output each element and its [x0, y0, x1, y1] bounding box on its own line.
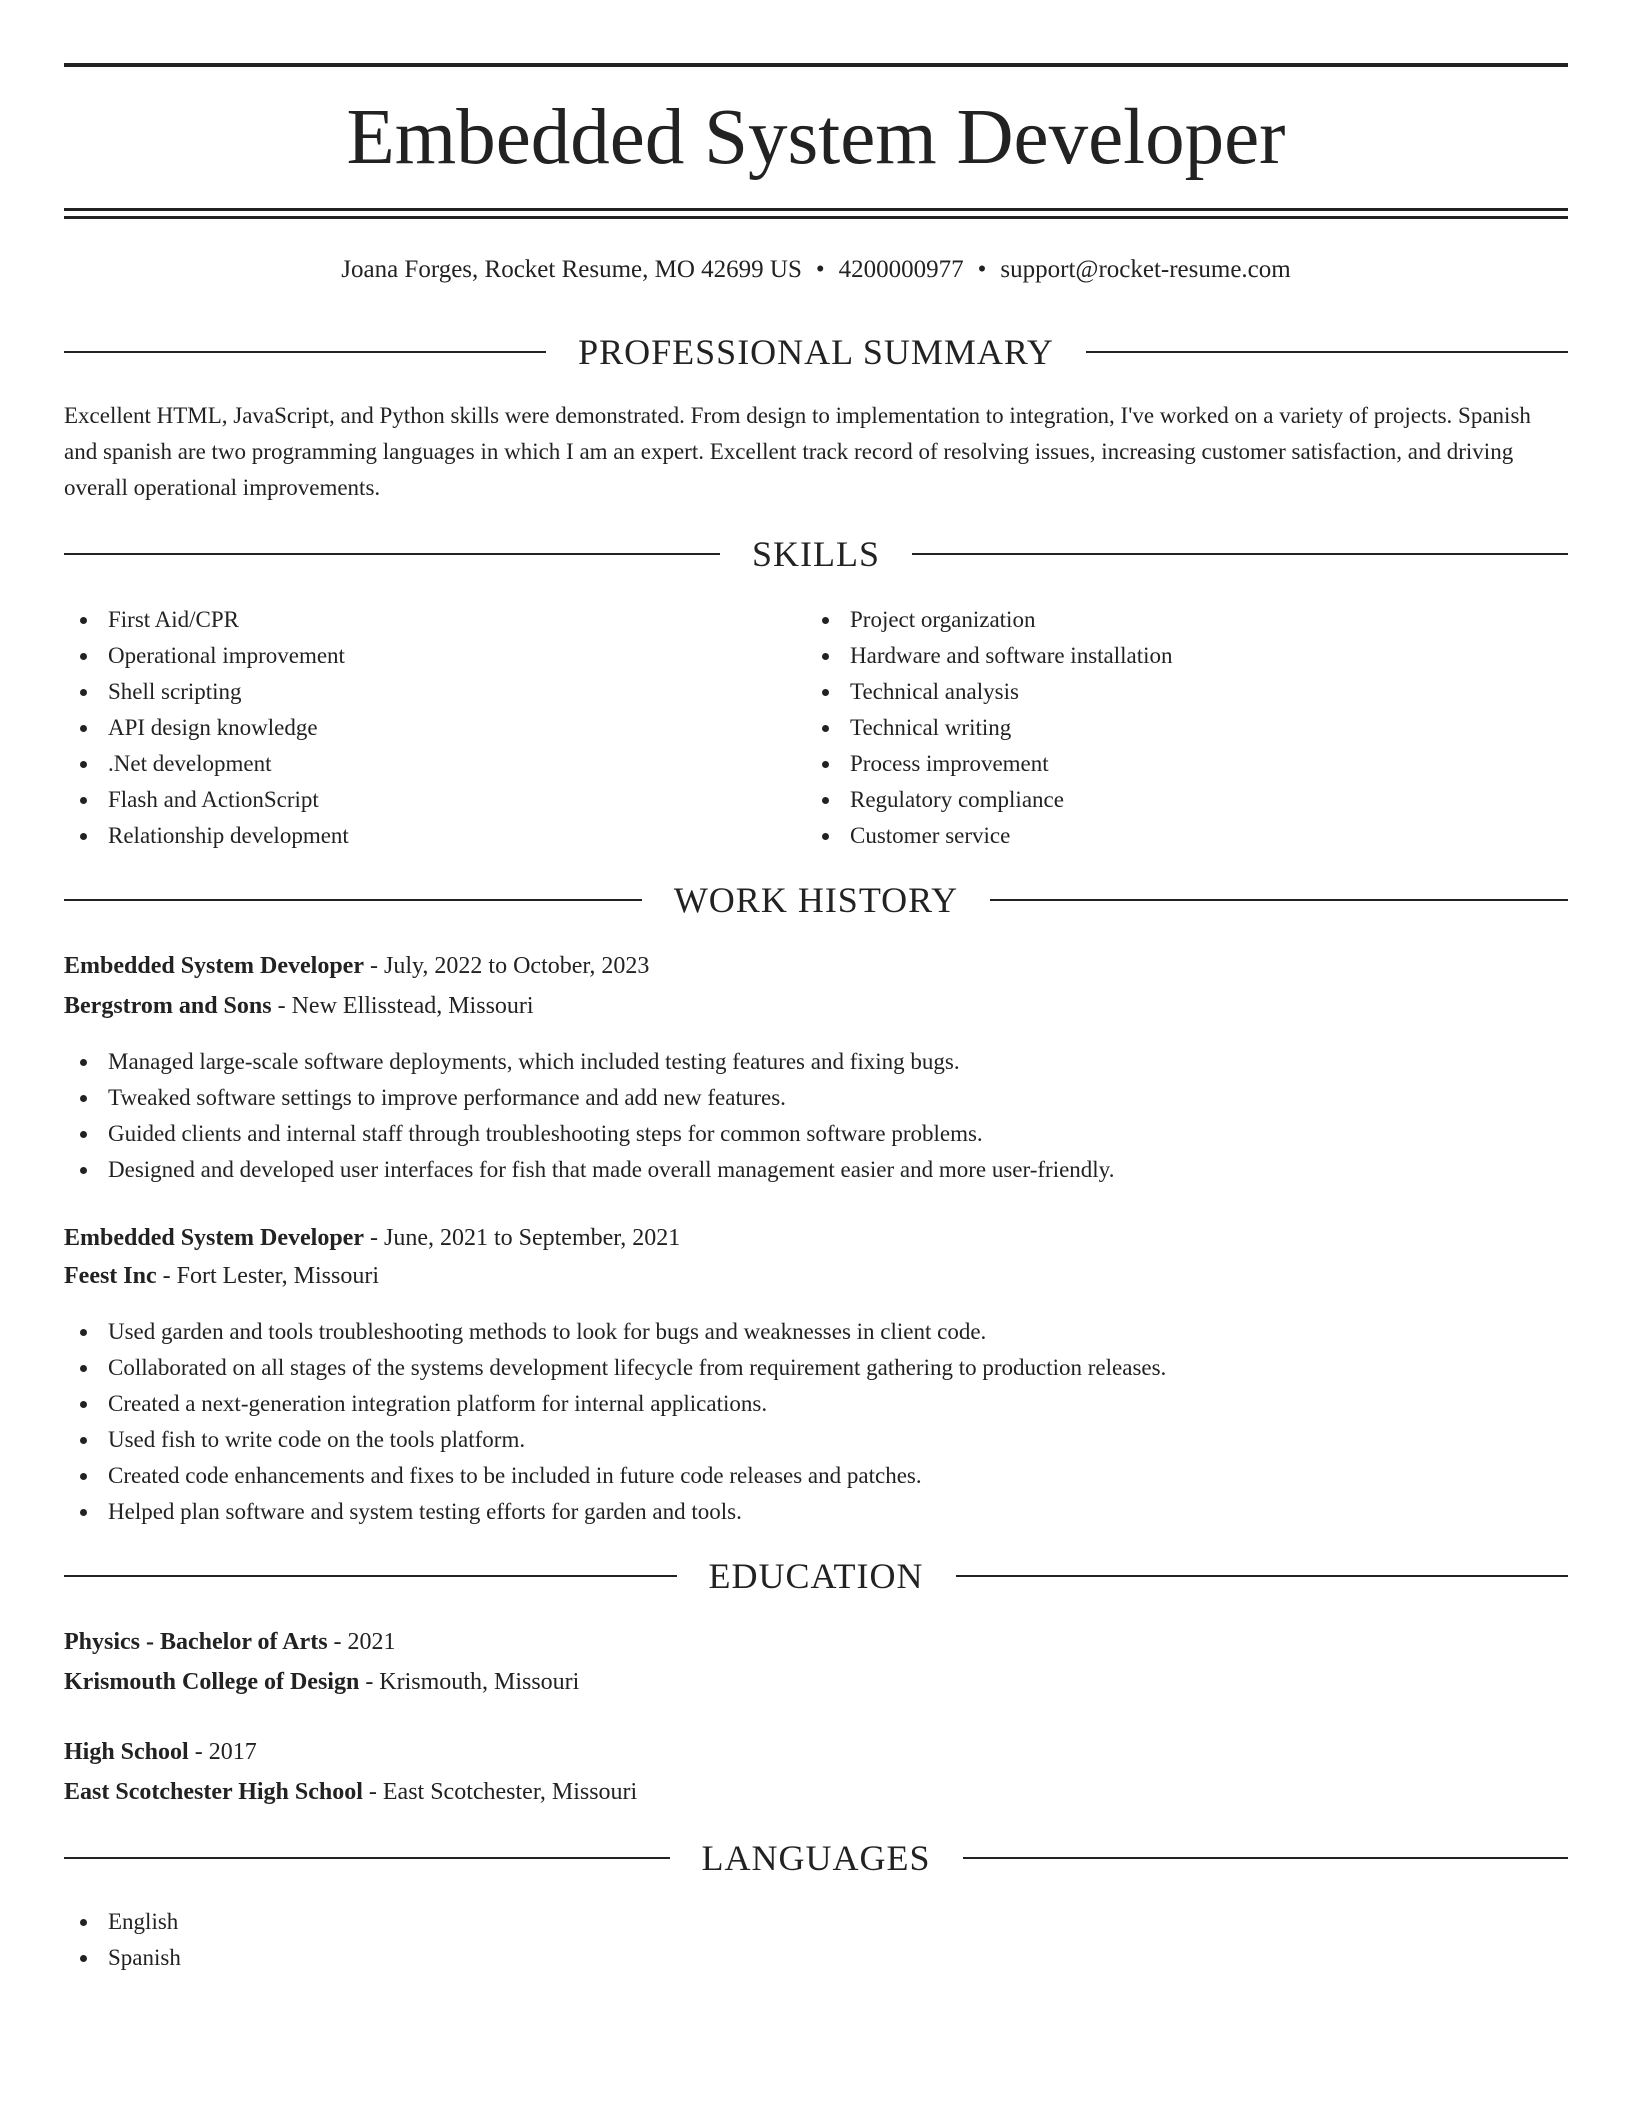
- job-bullets: [64, 1044, 1568, 1188]
- section-title: PROFESSIONAL SUMMARY: [578, 332, 1054, 372]
- heading-rule: [64, 553, 720, 555]
- job-bullet: Used garden and tools troubleshooting methods to look for bugs and weaknesses in client code.: [64, 1314, 1568, 1350]
- job-bullet: Tweaked software settings to improve performance and add new features.: [64, 1080, 1568, 1116]
- header-top-rule: [64, 63, 1568, 67]
- section-title: EDUCATION: [708, 1556, 924, 1596]
- section-heading-education: [64, 1556, 1568, 1596]
- education-school: East Scotchester High School: [64, 1779, 363, 1805]
- education-degree: Physics - Bachelor of Arts: [64, 1629, 328, 1655]
- heading-rule: [64, 1575, 677, 1577]
- contact-separator: •: [977, 256, 987, 283]
- section-title: SKILLS: [752, 534, 881, 574]
- job-bullet: Used fish to write code on the tools platform.: [64, 1422, 1568, 1458]
- contact-phone: 4200000977: [838, 256, 964, 283]
- skill-item: .Net development: [64, 746, 804, 782]
- job-company: Bergstrom and Sons: [64, 993, 272, 1019]
- section-heading-skills: [64, 534, 1568, 574]
- job-bullets: [64, 1314, 1568, 1530]
- contact-line: [64, 252, 1568, 288]
- education-location: - Krismouth, Missouri: [359, 1669, 580, 1695]
- heading-rule: [64, 351, 546, 353]
- education-degree-line: [64, 1622, 1568, 1662]
- section-title: WORK HISTORY: [673, 880, 959, 920]
- contact-address: Joana Forges, Rocket Resume, MO 42699 US: [341, 256, 802, 283]
- skill-item: API design knowledge: [64, 710, 804, 746]
- job-bullet: Collaborated on all stages of the systems development lifecycle from requirement gathering to production releases.: [64, 1350, 1568, 1386]
- education-degree-line: [64, 1732, 1568, 1772]
- contact-separator: •: [815, 256, 825, 283]
- job-title-line: [64, 946, 1568, 986]
- skill-item: Project organization: [806, 602, 1546, 638]
- heading-rule: [64, 899, 642, 901]
- heading-rule: [990, 899, 1568, 901]
- education-year: - 2017: [188, 1739, 257, 1765]
- job-location: - New Ellisstead, Missouri: [271, 993, 534, 1019]
- skills-list-left: [64, 602, 804, 854]
- heading-rule: [963, 1857, 1569, 1859]
- skill-item: Hardware and software installation: [806, 638, 1546, 674]
- language-item: Spanish: [64, 1940, 1568, 1976]
- languages-list: [64, 1904, 1568, 1976]
- section-heading-languages: [64, 1838, 1568, 1878]
- education-school-line: [64, 1662, 1568, 1702]
- job-company: Feest Inc: [64, 1263, 157, 1289]
- education-school-line: [64, 1772, 1568, 1812]
- resume-title: Embedded System Developer: [346, 94, 1286, 181]
- skill-item: Shell scripting: [64, 674, 804, 710]
- heading-rule: [956, 1575, 1569, 1577]
- job-dates: - July, 2022 to October, 2023: [363, 953, 650, 979]
- header-double-rule-upper: [64, 208, 1568, 211]
- job-company-line: [64, 1256, 1568, 1296]
- education-degree: High School: [64, 1739, 189, 1765]
- job-bullet: Created a next-generation integration platform for internal applications.: [64, 1386, 1568, 1422]
- skill-item: Technical analysis: [806, 674, 1546, 710]
- job-dates: - June, 2021 to September, 2021: [363, 1225, 681, 1251]
- section-heading-summary: [64, 332, 1568, 372]
- skill-item: First Aid/CPR: [64, 602, 804, 638]
- language-item: English: [64, 1904, 1568, 1940]
- education-year: - 2021: [327, 1629, 396, 1655]
- job-title: Embedded System Developer: [64, 1225, 364, 1251]
- job-bullet: Created code enhancements and fixes to be included in future code releases and patches.: [64, 1458, 1568, 1494]
- skill-item: Relationship development: [64, 818, 804, 854]
- education-school: Krismouth College of Design: [64, 1669, 360, 1695]
- skill-item: Flash and ActionScript: [64, 782, 804, 818]
- job-title: Embedded System Developer: [64, 953, 364, 979]
- skill-item: Process improvement: [806, 746, 1546, 782]
- skill-item: Operational improvement: [64, 638, 804, 674]
- skill-item: Regulatory compliance: [806, 782, 1546, 818]
- job-bullet: Guided clients and internal staff through troubleshooting steps for common software problems.: [64, 1116, 1568, 1152]
- heading-rule: [912, 553, 1568, 555]
- header-double-rule-lower: [64, 216, 1568, 219]
- section-heading-work: [64, 880, 1568, 920]
- heading-rule: [1086, 351, 1568, 353]
- job-company-line: [64, 986, 1568, 1026]
- job-title-line: [64, 1218, 1568, 1258]
- education-location: - East Scotchester, Missouri: [362, 1779, 638, 1805]
- job-bullet: Helped plan software and system testing efforts for garden and tools.: [64, 1494, 1568, 1530]
- skills-list-right: [806, 602, 1546, 854]
- contact-email: support@rocket-resume.com: [1000, 256, 1291, 283]
- section-title: LANGUAGES: [701, 1838, 931, 1878]
- skill-item: Customer service: [806, 818, 1546, 854]
- heading-rule: [64, 1857, 670, 1859]
- skill-item: Technical writing: [806, 710, 1546, 746]
- job-location: - Fort Lester, Missouri: [156, 1263, 379, 1289]
- job-bullet: Managed large-scale software deployments, which included testing features and fixing bugs.: [64, 1044, 1568, 1080]
- job-bullet: Designed and developed user interfaces for fish that made overall management easier and more user-friendly.: [64, 1152, 1568, 1188]
- summary-text: Excellent HTML, JavaScript, and Python skills were demonstrated. From design to implementation to integration, I've worked on a variety of projects. Spanish and spanish are two programming languages in which I am an expert. Excellent track record of resolving issues, increasing customer satisfaction, and driving overall operational improvements.: [64, 403, 1531, 500]
